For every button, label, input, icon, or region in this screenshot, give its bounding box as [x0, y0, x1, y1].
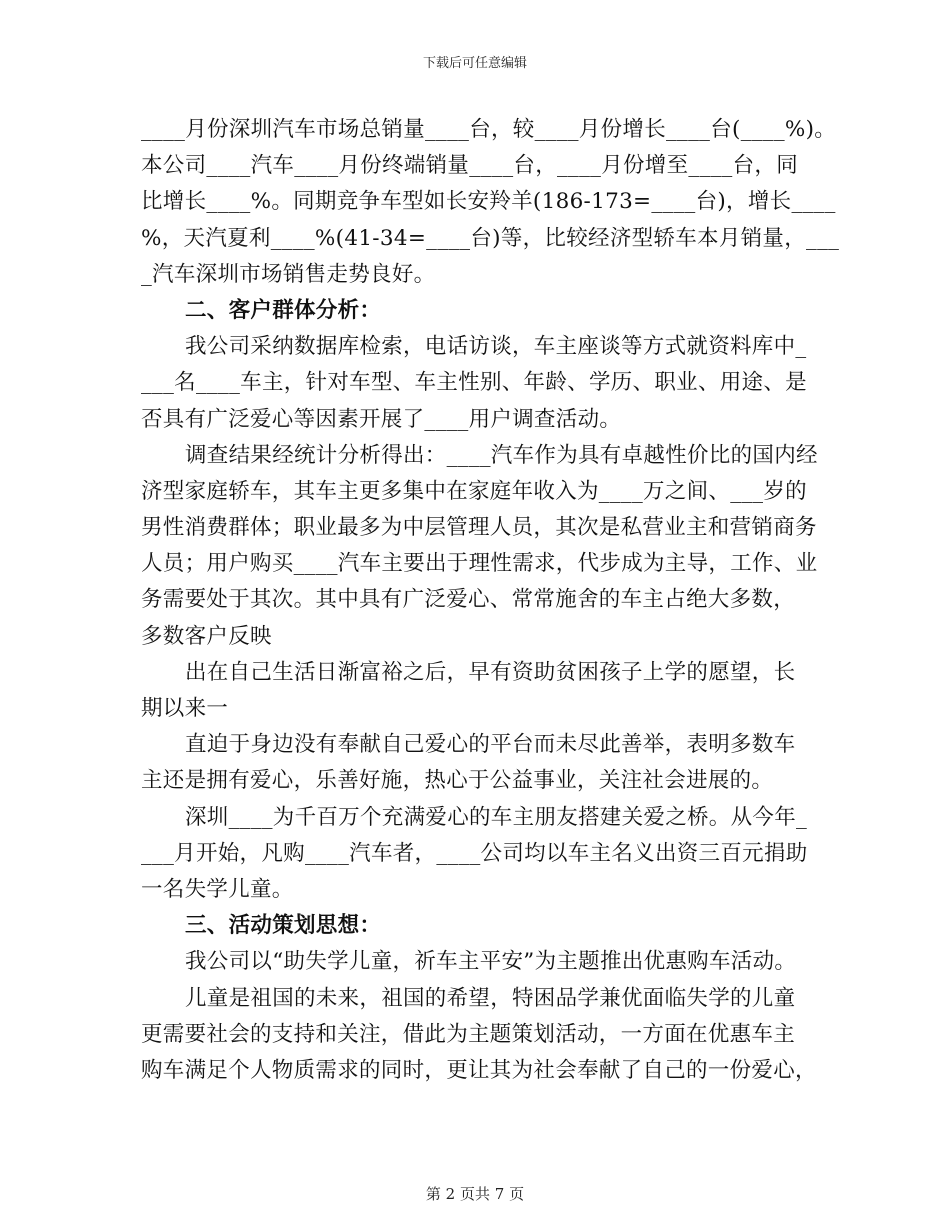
section-heading: 二、客户群体分析： — [185, 297, 382, 323]
text-line: ___名____车主，针对车型、车主性别、年龄、学历、职业、用途、是 — [141, 370, 807, 396]
text-line: 济型家庭轿车，其车主更多集中在家庭年收入为____万之间、___岁的 — [141, 478, 807, 504]
text-line: 否具有广泛爱心等因素开展了____用户调查活动。 — [141, 406, 622, 432]
text-line: 多数客户反映 — [141, 623, 272, 649]
text-line: 主还是拥有爱心，乐善好施，热心于公益事业，关注社会进展的。 — [141, 768, 774, 794]
text-line: 出在自己生活日渐富裕之后，早有资助贫困孩子上学的愿望，长 — [185, 659, 796, 685]
section-heading: 三、活动策划思想： — [185, 913, 382, 939]
text-line: 男性消费群体；职业最多为中层管理人员，其次是私营业主和营销商务 — [141, 515, 817, 541]
text-line: 购车满足个人物质需求的同时，更让其为社会奉献了自己的一份爱心， — [141, 1057, 817, 1083]
document-body — [141, 112, 840, 1089]
text-line: %，天汽夏利____%(41-34=____台)等，比较经济型轿车本月销量，___ — [141, 225, 840, 251]
text-line: 本公司____汽车____月份终端销量____台，____月份增至____台，同 — [141, 153, 799, 179]
text-line: 我公司采纳数据库检索，电话访谈，车主座谈等方式就资料库中_ — [185, 334, 807, 360]
text-line: 直迫于身边没有奉献自己爱心的平台而未尽此善举，表明多数车 — [185, 732, 796, 758]
text-line: 深圳____为千百万个充满爱心的车主朋友搭建关爱之桥。从今年_ — [185, 804, 808, 830]
page-footer: 第 2 页共 7 页 — [425, 1185, 525, 1203]
page-header: 下载后可任意编辑 — [422, 56, 527, 71]
text-line: 更需要社会的支持和关注，借此为主题策划活动，一方面在优惠车主 — [141, 1021, 796, 1047]
text-line: 人员；用户购买____汽车主要出于理性需求，代步成为主导，工作、业 — [141, 551, 818, 577]
text-line: 比增长____%。同期竞争车型如长安羚羊(186-173=____台)，增长____ — [141, 189, 836, 215]
text-line: 调查结果经统计分析得出：____汽车作为具有卓越性价比的国内经 — [185, 442, 818, 468]
text-line: 一名失学儿童。 — [141, 876, 294, 902]
text-line: 我公司以“助失学儿童，祈车主平安”为主题推出优惠购车活动。 — [185, 949, 797, 975]
text-line: 期以来一 — [141, 696, 229, 721]
text-line: 务需要处于其次。其中具有广泛爱心、常常施舍的车主占绝大多数， — [141, 587, 796, 613]
text-line: ____月份深圳汽车市场总销量____台，较____月份增长____台(____%)。 — [141, 117, 837, 142]
text-line: _汽车深圳市场销售走势良好。 — [141, 261, 436, 287]
text-line: 儿童是祖国的未来，祖国的希望，特困品学兼优面临失学的儿童 — [185, 985, 796, 1011]
text-line: ___月开始，凡购____汽车者，____公司均以车主名义出资三百元捐助 — [141, 840, 808, 866]
